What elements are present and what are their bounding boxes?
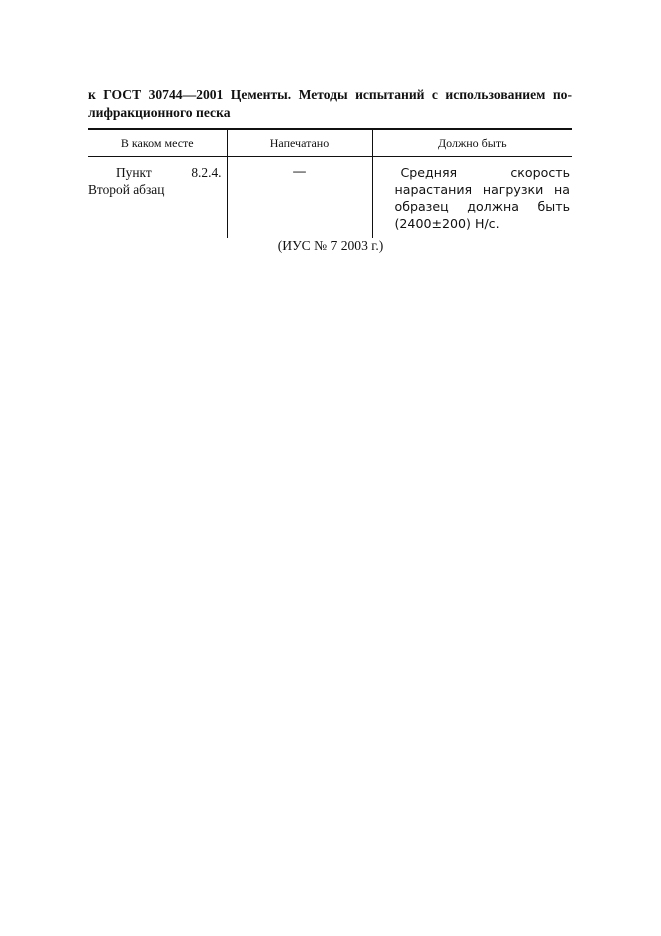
cell-where-text: Пункт 8.2.4. Второй абзац xyxy=(88,165,222,197)
amendment-title xyxy=(88,86,572,122)
header-where: В каком месте xyxy=(88,129,227,157)
cell-should-be-text: Средняя скорость нарастания нагрузки на образец должна быть (2400±200) Н/с. xyxy=(394,165,570,231)
amendment-table xyxy=(88,128,572,238)
title-line-2: лифракционного песка xyxy=(88,105,231,120)
table-header-row xyxy=(88,129,572,157)
cell-printed: — xyxy=(227,157,372,239)
source-reference: (ИУС № 7 2003 г.) xyxy=(277,238,384,253)
cell-where xyxy=(88,157,227,239)
header-printed: Напечатано xyxy=(227,129,372,157)
cell-should-be xyxy=(372,157,572,239)
table-row xyxy=(88,157,572,239)
title-line-1: к ГОСТ 30744—2001 Цементы. Методы испытаний с использованием по- xyxy=(88,87,572,102)
header-should-be: Должно быть xyxy=(372,129,572,157)
